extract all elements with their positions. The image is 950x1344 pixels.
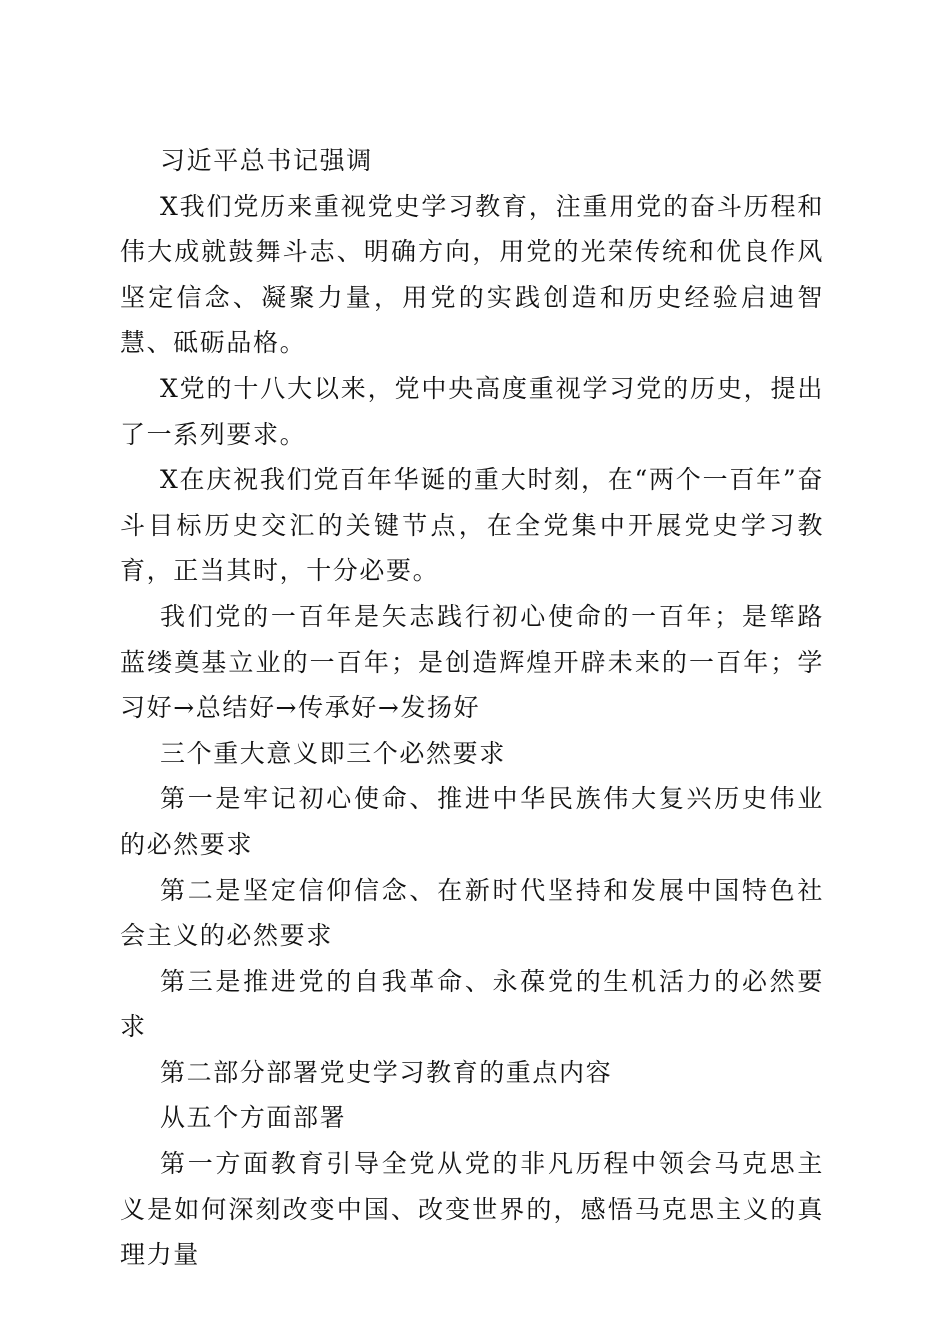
paragraph-centenary-moment: X在庆祝我们党百年华诞的重大时刻，在“两个一百年”奋斗目标历史交汇的关键节点，在全党集中开展党史学习教育，正当其时，十分必要。 [120,465,824,586]
paragraph-second-requirement: 第二是坚定信仰信念、在新时代坚持和发展中国特色社会主义的必然要求 [120,875,824,951]
paragraph-part-two-heading: 第二部分部署党史学习教育的重点内容 [160,1057,613,1087]
paragraph-third-requirement: 第三是推进党的自我革命、永葆党的生机活力的必然要求 [120,966,824,1042]
paragraph-heading-xi-emphasized: 习近平总书记强调 [160,146,373,175]
document-body [120,138,824,1278]
paragraph-hundred-years: 我们党的一百年是矢志践行初心使命的一百年；是筚路蓝缕奠基立业的一百年；是创造辉煌开辟未来的一百年；学习好→总结好→传承好→发扬好 [120,601,824,723]
paragraph-since-18th-congress: X党的十八大以来，党中央高度重视学习党的历史，提出了一系列要求。 [120,373,824,449]
paragraph-first-requirement: 第一是牢记初心使命、推进中华民族伟大复兴历史伟业的必然要求 [120,784,824,859]
paragraph-first-aspect: 第一方面教育引导全党从党的非凡历程中领会马克思主义是如何深刻改变中国、改变世界的，感悟马克思主义的真理力量 [120,1149,824,1270]
paragraph-history-study-tradition: X我们党历来重视党史学习教育，注重用党的奋斗历程和伟大成就鼓舞斗志、明确方向，用党的光荣传统和优良作风坚定信念、凝聚力量，用党的实践创造和历史经验启迪智慧、砥砺品格。 [120,191,824,358]
paragraph-three-significances: 三个重大意义即三个必然要求 [160,738,506,768]
paragraph-five-aspects: 从五个方面部署 [160,1103,347,1133]
